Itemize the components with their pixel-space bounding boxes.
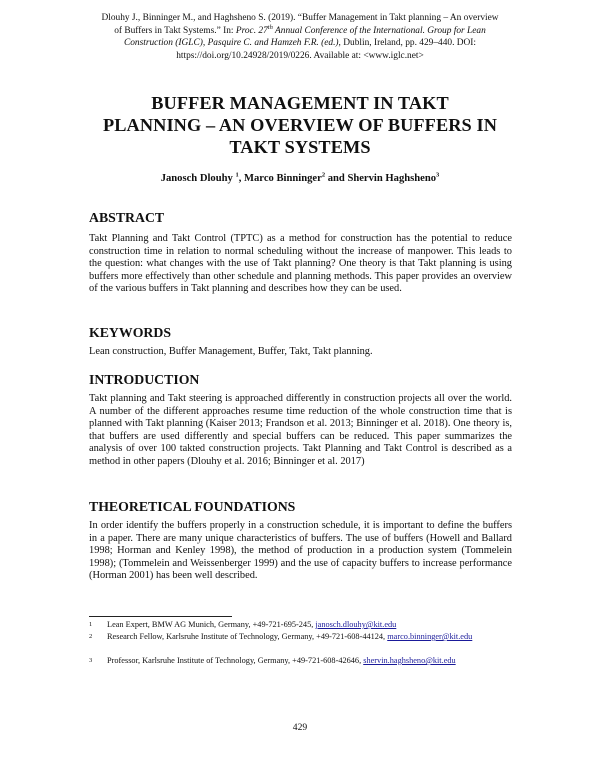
citation-line-3	[70, 37, 530, 50]
theoretical-foundations-heading: THEORETICAL FOUNDATIONS	[89, 499, 296, 514]
footnote-1-number: 1	[89, 621, 93, 628]
footnote-1-text: Lean Expert, BMW AG Munich, Germany, +49-721-695-245,	[107, 620, 316, 629]
author-list	[70, 172, 530, 186]
footnote-3	[89, 656, 512, 678]
footnote-2-text: Research Fellow, Karlsruhe Institute of Technology, Germany, +49-721-608-44124,	[107, 632, 388, 641]
title-line-3: TAKT SYSTEMS	[229, 137, 371, 157]
footnote-2	[89, 632, 512, 654]
citation-doi: https://doi.org/10.24928/2019/0226. Available at: <www.iglc.net>	[176, 50, 424, 61]
footnote-1-email-link[interactable]: janosch.dlouhy@kit.edu	[315, 620, 397, 629]
citation-header	[70, 12, 530, 62]
footnote-3-number: 3	[89, 657, 93, 664]
keywords-heading: KEYWORDS	[89, 325, 172, 340]
citation-editors: Construction (IGLC), Pasquire C. and Hamzeh F.R. (ed.)	[123, 38, 339, 48]
author-1-affil: 1	[235, 171, 239, 179]
citation-line-2	[70, 25, 530, 38]
introduction-heading: INTRODUCTION	[89, 372, 200, 387]
author-1: Janosch Dlouhy	[160, 173, 236, 184]
citation-sup-th: th	[267, 23, 273, 31]
abstract-text: Takt Planning and Takt Control (TPTC) as a method for construction has the potential to reduce construction time in relation to normal scheduling without the increase of manpower. This leads to the question: what changes with the use of Takt planning? One theory is that Takt planning is using buffers more effectively than other schedule and planning methods. This paper provides an overview of the various buffers in Takt planning and describes how they can be used.	[89, 233, 512, 294]
author-3: and Shervin Haghsheno	[325, 173, 437, 184]
footnote-1-body	[107, 620, 512, 631]
abstract-heading: ABSTRACT	[89, 210, 165, 225]
title-line-1: BUFFER MANAGEMENT IN TAKT	[151, 93, 449, 113]
title-line-2: PLANNING – AN OVERVIEW OF BUFFERS IN	[102, 115, 497, 135]
keywords-text: Lean construction, Buffer Management, Buffer, Takt, Takt planning.	[89, 346, 373, 357]
footnote-2-number: 2	[89, 633, 93, 640]
author-3-affil: 3	[436, 171, 440, 179]
introduction-text: Takt planning and Takt steering is approached differently in construction projects all over the world. A number of the different approaches resume time reduction of the whole construction time that is planned with Takt planning (Kaiser 2013; Frandson et al. 2013; Binninger et al. 2018). One theory is, that buffers are used differently and special buffers can be reduced. This paper summarizes the analysis of over 100 takted construction projects. Takt Planning and Takt Control is described as a method in other papers (Dlouhy et al. 2016; Binninger et al. 2017)	[89, 393, 512, 467]
citation-location: , Dublin, Ireland, pp. 429–440. DOI:	[338, 38, 477, 48]
author-2-affil: 2	[321, 171, 326, 179]
citation-proc: Proc. 27	[235, 25, 268, 36]
footnote-rule	[89, 616, 232, 617]
citation-conference: Annual Conference of the International. Group for Lean	[272, 25, 486, 36]
citation-line-2a: of Buffers in Takt Systems.” In:	[114, 25, 236, 36]
theoretical-foundations-text: In order identify the buffers properly in a construction schedule, it is important to define the buffers in a paper. There are many unique characteristics of buffers. The use of buffers (Howell and Ballard 1998; Horman and Kenley 1998), the method of production in a production system (Tommelein 1998); (Tommelein and Weissenberger 1999) and the use of capacity buffers to increase performance (Horman 2001) has been well described.	[89, 520, 512, 581]
footnote-3-text: Professor, Karlsruhe Institute of Technology, Germany, +49-721-608-42646,	[107, 656, 364, 665]
footnote-3-email-link[interactable]: shervin.haghsheno@kit.edu	[363, 656, 456, 665]
author-2: , Marco Binninger	[238, 173, 322, 184]
paper-title	[70, 92, 530, 158]
footnote-2-email-link[interactable]: marco.binninger@kit.edu	[387, 632, 473, 641]
page-number: 429	[292, 722, 308, 733]
footnote-1	[89, 620, 512, 631]
footnote-3-body	[107, 656, 512, 667]
footnote-2-body	[107, 632, 512, 643]
citation-line-1: Dlouhy J., Binninger M., and Haghsheno S. (2019). “Buffer Management in Takt planning – An overview	[101, 13, 499, 23]
